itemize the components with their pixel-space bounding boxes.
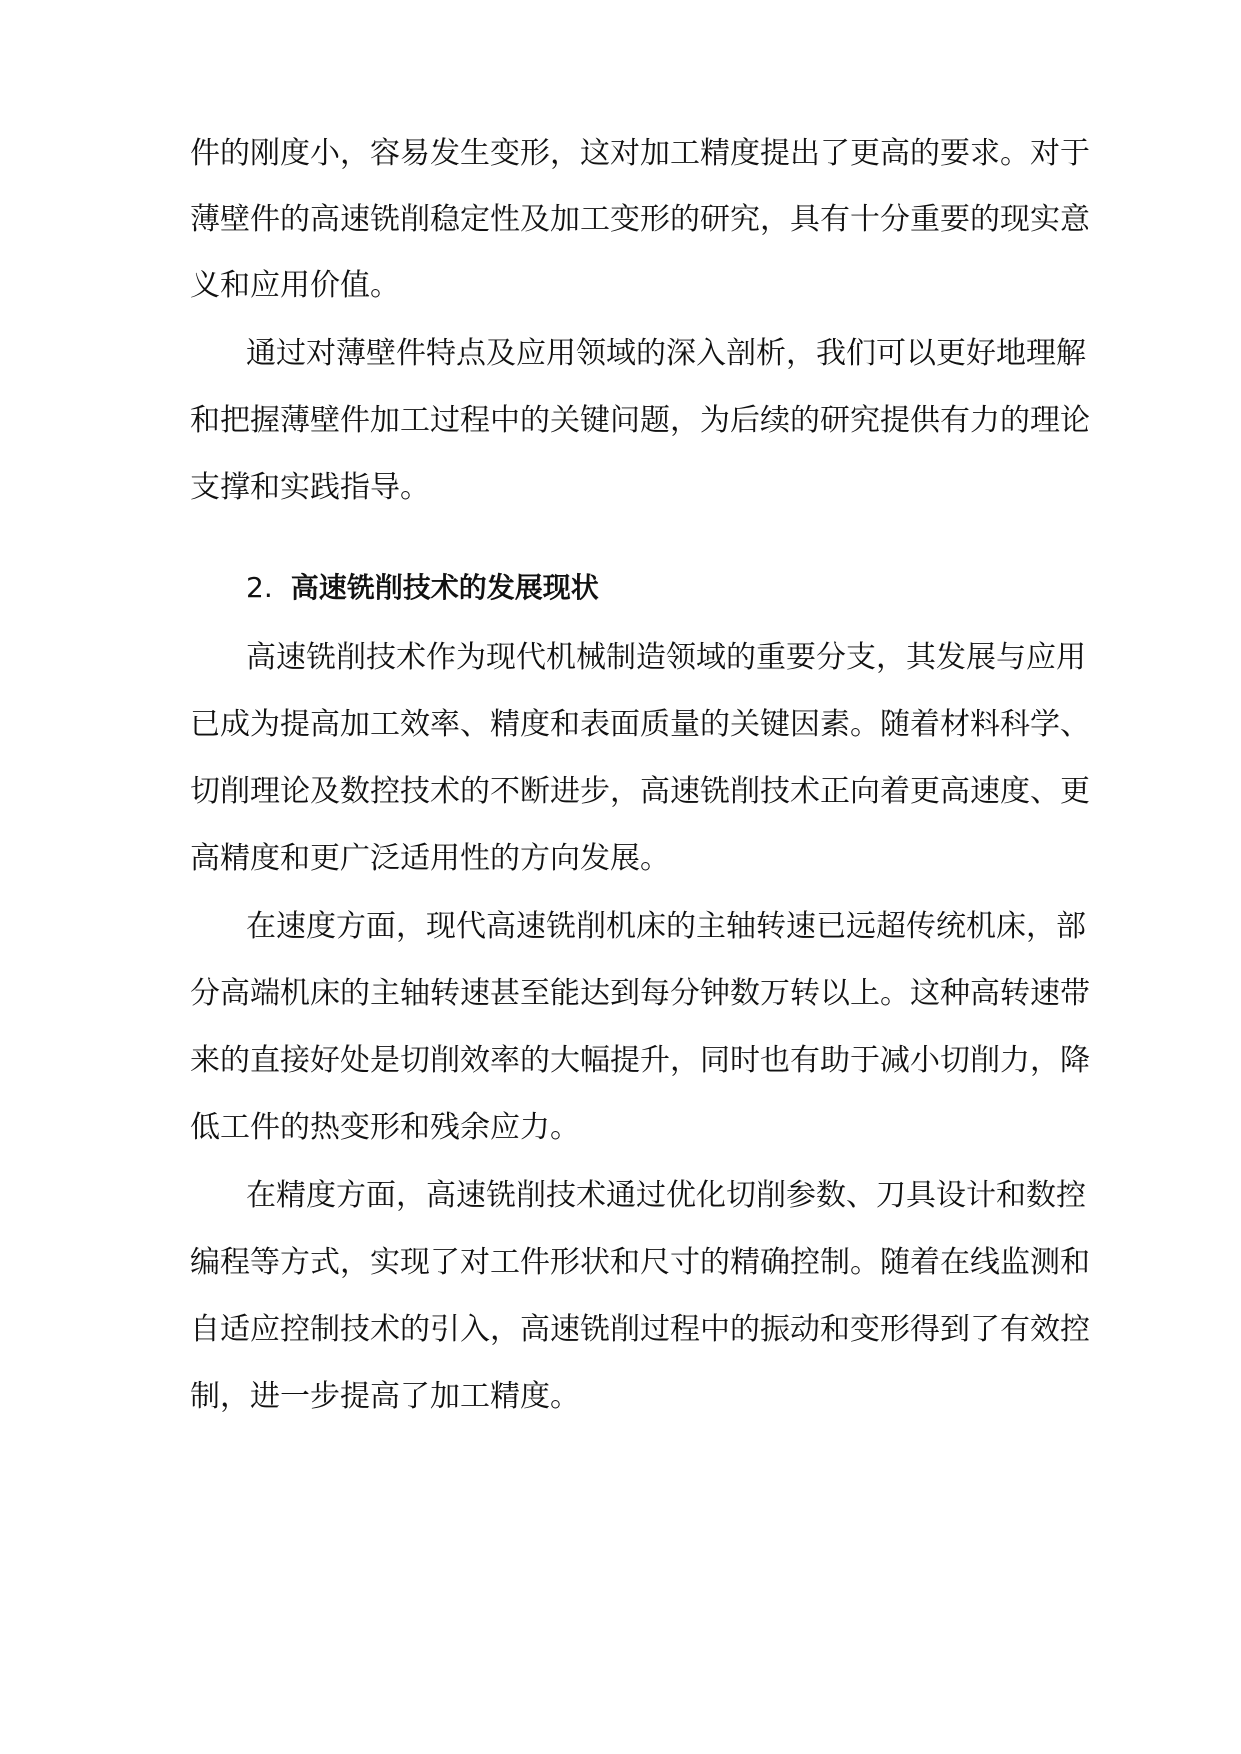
- paragraph-line: 通过对薄壁件特点及应用领域的深入剖析，我们可以更好地理解: [246, 336, 1086, 371]
- paragraph-line: 件的刚度小，容易发生变形，这对加工精度提出了更高的要求。对于: [190, 136, 1090, 171]
- paragraph-line: 支撑和实践指导。: [190, 470, 430, 505]
- paragraph-line: 薄壁件的高速铣削稳定性及加工变形的研究，具有十分重要的现实意: [190, 202, 1090, 237]
- paragraph-line: 和把握薄壁件加工过程中的关键问题，为后续的研究提供有力的理论: [190, 403, 1090, 438]
- paragraph-line: 高精度和更广泛适用性的方向发展。: [190, 841, 670, 876]
- paragraph-line: 分高端机床的主轴转速甚至能达到每分钟数万转以上。这种高转速带: [190, 976, 1090, 1011]
- paragraph-line: 切削理论及数控技术的不断进步，高速铣削技术正向着更高速度、更: [190, 774, 1090, 809]
- paragraph-line: 编程等方式，实现了对工件形状和尺寸的精确控制。随着在线监测和: [190, 1245, 1090, 1280]
- paragraph-line: 在速度方面，现代高速铣削机床的主轴转速已远超传统机床，部: [246, 909, 1086, 944]
- paragraph-line: 低工件的热变形和残余应力。: [190, 1110, 580, 1145]
- paragraph-line: 在精度方面，高速铣削技术通过优化切削参数、刀具设计和数控: [246, 1178, 1086, 1213]
- paragraph-line: 义和应用价值。: [190, 268, 400, 303]
- paragraph-line: 来的直接好处是切削效率的大幅提升，同时也有助于减小切削力，降: [190, 1043, 1090, 1078]
- section-heading: [246, 568, 1070, 608]
- paragraph-line: 已成为提高加工效率、精度和表面质量的关键因素。随着材料科学、: [190, 707, 1090, 742]
- paragraph-line: 高速铣削技术作为现代机械制造领域的重要分支，其发展与应用: [246, 640, 1086, 675]
- paragraph-line: 自适应控制技术的引入，高速铣削过程中的振动和变形得到了有效控: [190, 1312, 1090, 1347]
- section-number: 2.: [246, 571, 273, 604]
- section-title: 高速铣削技术的发展现状: [290, 571, 599, 604]
- paragraph-line: 制，进一步提高了加工精度。: [190, 1379, 580, 1414]
